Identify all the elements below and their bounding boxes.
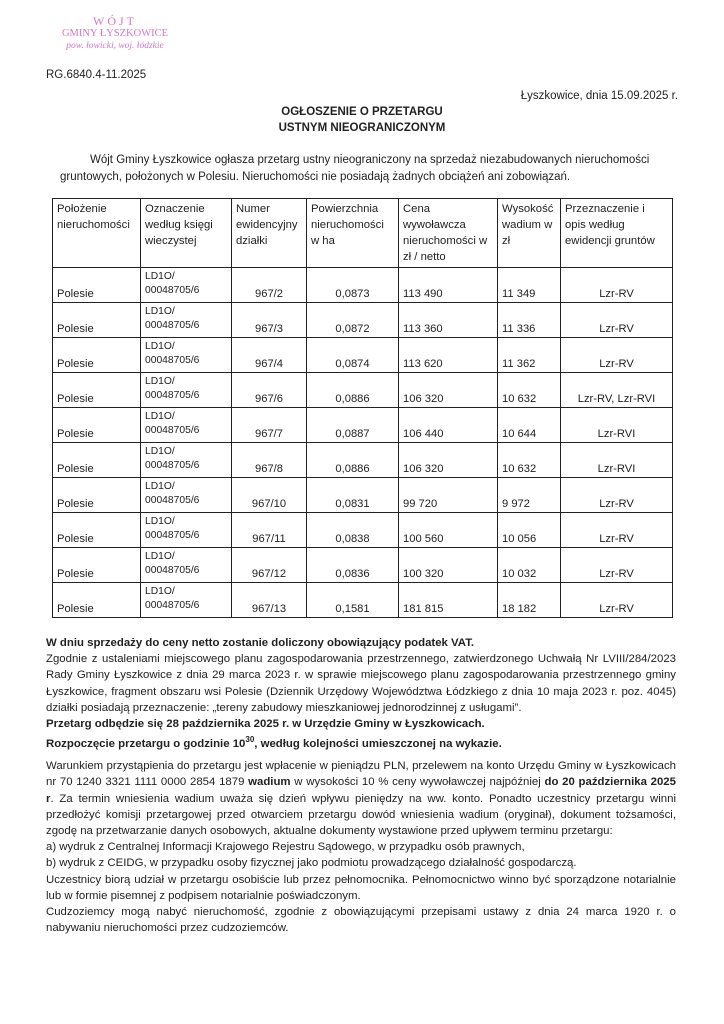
cell-land-register <box>141 268 232 303</box>
cell-location: Polesie <box>53 373 141 408</box>
cell-plot-number: 967/10 <box>232 478 307 513</box>
cell-land-register <box>141 338 232 373</box>
cell-deposit: 11 362 <box>498 338 561 373</box>
condition-text-3: . Za termin wniesienia wadium uważa się dzień wpływu pieniędzy na ww. konto. Ponadto uczestnicy przetargu winni przedłożyć komisji przetargowej przed otwarciem przetargu dowód wniesienia wadium (oryginał), dokument tożsamości, zgodę na przetwarzanie danych osobowych, aktualne dokumenty wystawione przed upływem terminu przetargu: <box>46 792 676 838</box>
cell-land-register <box>141 478 232 513</box>
intro-paragraph <box>60 152 680 186</box>
cell-land-register <box>141 513 232 548</box>
cell-purpose: Lzr-RV <box>561 513 673 548</box>
auction-date: Przetarg odbędzie się 28 października 2025 r. w Urzędzie Gminy w Łyszkowicach. <box>46 718 485 731</box>
official-stamp <box>50 14 180 52</box>
land-register-prefix: LD1O/ <box>145 551 175 562</box>
start-text: Rozpoczęcie przetargu o godzinie 10 <box>46 738 246 751</box>
deposit-word: wadium <box>248 776 291 789</box>
stamp-line-1: WÓJT <box>93 14 137 28</box>
cell-location: Polesie <box>53 548 141 583</box>
cell-purpose: Lzr-RV, Lzr-RVI <box>561 373 673 408</box>
auction-start <box>46 732 676 752</box>
cell-plot-number: 967/13 <box>232 583 307 618</box>
cell-location: Polesie <box>53 513 141 548</box>
cell-price: 100 560 <box>399 513 498 548</box>
header-land-register: Oznaczenie według księgi wieczystej <box>141 199 232 268</box>
cell-purpose: Lzr-RV <box>561 268 673 303</box>
land-register-prefix: LD1O/ <box>145 516 175 527</box>
land-register-number: 00048705/6 <box>145 530 200 541</box>
header-location: Położenie nieruchomości <box>53 199 141 268</box>
title-line-1: OGŁOSZENIE O PRZETARGU <box>281 106 443 118</box>
land-register-number: 00048705/6 <box>145 390 200 401</box>
stamp-line-2: GMINY ŁYSZKOWICE <box>61 28 169 40</box>
cell-land-register <box>141 408 232 443</box>
cell-purpose: Lzr-RV <box>561 303 673 338</box>
cell-land-register <box>141 373 232 408</box>
cell-deposit: 10 632 <box>498 443 561 478</box>
cell-area: 0,0873 <box>307 268 399 303</box>
land-register-number: 00048705/6 <box>145 285 200 296</box>
cell-area: 0,0886 <box>307 373 399 408</box>
property-table <box>52 198 673 618</box>
cell-location: Polesie <box>53 478 141 513</box>
table-row <box>53 513 673 548</box>
table-row <box>53 268 673 303</box>
land-register-prefix: LD1O/ <box>145 306 175 317</box>
title-line-2: USTNYM NIEOGRANICZONYM <box>278 122 446 134</box>
table-row <box>53 478 673 513</box>
table-row <box>53 303 673 338</box>
land-register-number: 00048705/6 <box>145 425 200 436</box>
stamp-line-3: pow. łowicki, woj. łódzkie <box>66 40 164 51</box>
table-row <box>53 373 673 408</box>
cell-land-register <box>141 303 232 338</box>
header-purpose: Przeznaczenie i opis według ewidencji gruntów <box>561 199 673 268</box>
condition-text-2: w wysokości 10 % ceny wywoławczej najpóźniej <box>290 776 545 789</box>
land-register-number: 00048705/6 <box>145 495 200 506</box>
start-minutes: 30 <box>245 735 255 745</box>
cell-area: 0,0872 <box>307 303 399 338</box>
auction-terms <box>46 635 676 936</box>
cell-area: 0,0887 <box>307 408 399 443</box>
cell-price: 113 360 <box>399 303 498 338</box>
participation-conditions <box>46 758 676 839</box>
header-plot-number: Numer ewidencyjny działki <box>232 199 307 268</box>
header-deposit: Wysokość wadium w zł <box>498 199 561 268</box>
cell-plot-number: 967/4 <box>232 338 307 373</box>
cell-purpose: Lzr-RV <box>561 478 673 513</box>
table-row <box>53 338 673 373</box>
land-register-prefix: LD1O/ <box>145 376 175 387</box>
land-register-number: 00048705/6 <box>145 460 200 471</box>
cell-price: 106 320 <box>399 373 498 408</box>
cell-plot-number: 967/7 <box>232 408 307 443</box>
cell-deposit: 11 349 <box>498 268 561 303</box>
cell-purpose: Lzr-RVI <box>561 443 673 478</box>
cell-location: Polesie <box>53 338 141 373</box>
cell-location: Polesie <box>53 303 141 338</box>
place-date: Łyszkowice, dnia 15.09.2025 r. <box>520 90 678 102</box>
cell-price: 113 620 <box>399 338 498 373</box>
land-register-number: 00048705/6 <box>145 565 200 576</box>
cell-price: 106 440 <box>399 408 498 443</box>
land-register-number: 00048705/6 <box>145 355 200 366</box>
cell-land-register <box>141 443 232 478</box>
table-row <box>53 408 673 443</box>
cell-area: 0,0831 <box>307 478 399 513</box>
cell-location: Polesie <box>53 408 141 443</box>
deposit-deadline: do 20 października 2025 r <box>46 776 676 805</box>
cell-deposit: 10 056 <box>498 513 561 548</box>
zoning-paragraph: Zgodnie z ustaleniami miejscowego planu zagospodarowania przestrzennego, zatwierdzonego Uchwałą Nr LVIII/284/2023 Rady Gminy Łyszkowice z dnia 29 marca 2023 r. w sprawie miejscowego planu zagospodarowania przestrzennego gminy Łyszkowice, fragment obszaru wsi Polesie (Dziennik Urzędowy Województwa Łódzkiego z dnia 10 maja 2023 r. poz. 4045) działki posiadają przeznaczenie: „tereny zabudowy mieszkaniowej jednorodzinnej z usługami”. <box>46 653 676 714</box>
cell-area: 0,0874 <box>307 338 399 373</box>
cell-purpose: Lzr-RV <box>561 548 673 583</box>
table-row <box>53 548 673 583</box>
proxy-paragraph: Uczestnicy biorą udział w przetargu osobiście lub przez pełnomocnika. Pełnomocnictwo winno być sporządzone notarialnie lub w formie pisemnej z podpisem notarialnie poświadczonym. <box>46 873 676 902</box>
cell-area: 0,0838 <box>307 513 399 548</box>
cell-price: 106 320 <box>399 443 498 478</box>
table-row <box>53 583 673 618</box>
cell-purpose: Lzr-RVI <box>561 408 673 443</box>
document-item-a: a) wydruk z Centralnej Informacji Krajowego Rejestru Sądowego, w przypadku osób prawnych, <box>46 841 525 854</box>
condition-text: Warunkiem przystąpienia do przetargu jest wpłacenie w pieniądzu PLN, przelewem na konto Urzędu Gminy w Łyszkowicach nr 70 1240 3321 1111 0000 2854 1879 <box>46 760 676 789</box>
cell-price: 100 320 <box>399 548 498 583</box>
document-item-b: b) wydruk z CEIDG, w przypadku osoby fizycznej jako podmiotu prowadzącego działalność gospodarczą. <box>46 857 577 870</box>
cell-plot-number: 967/8 <box>232 443 307 478</box>
cell-deposit: 11 336 <box>498 303 561 338</box>
cell-price: 99 720 <box>399 478 498 513</box>
land-register-number: 00048705/6 <box>145 320 200 331</box>
intro-text: Wójt Gminy Łyszkowice ogłasza przetarg ustny nieograniczony na sprzedaż niezabudowanych nieruchomości gruntowych, położonych w Polesiu. Nieruchomości nie posiadają żadnych obciążeń ani zobowiązań. <box>60 154 650 183</box>
cell-deposit: 10 644 <box>498 408 561 443</box>
land-register-prefix: LD1O/ <box>145 341 175 352</box>
cell-purpose: Lzr-RV <box>561 338 673 373</box>
land-register-prefix: LD1O/ <box>145 586 175 597</box>
cell-plot-number: 967/12 <box>232 548 307 583</box>
cell-price: 113 490 <box>399 268 498 303</box>
cell-plot-number: 967/11 <box>232 513 307 548</box>
foreigners-paragraph: Cudzoziemcy mogą nabyć nieruchomość, zgodnie z obowiązującymi przepisami ustawy z dnia 24 marca 1920 r. o nabywaniu nieruchomości przez cudzoziemców. <box>46 906 676 935</box>
cell-location: Polesie <box>53 268 141 303</box>
land-register-prefix: LD1O/ <box>145 481 175 492</box>
table-header-row <box>53 199 673 268</box>
cell-deposit: 18 182 <box>498 583 561 618</box>
vat-notice: W dniu sprzedaży do ceny netto zostanie doliczony obowiązujący podatek VAT. <box>46 637 475 649</box>
cell-plot-number: 967/2 <box>232 268 307 303</box>
cell-land-register <box>141 548 232 583</box>
cell-purpose: Lzr-RV <box>561 583 673 618</box>
header-price: Cena wywoławcza nieruchomości w zł / netto <box>399 199 498 268</box>
cell-area: 0,0886 <box>307 443 399 478</box>
cell-area: 0,1581 <box>307 583 399 618</box>
land-register-number: 00048705/6 <box>145 600 200 611</box>
cell-area: 0,0836 <box>307 548 399 583</box>
table-row <box>53 443 673 478</box>
cell-deposit: 10 632 <box>498 373 561 408</box>
cell-land-register <box>141 583 232 618</box>
land-register-prefix: LD1O/ <box>145 411 175 422</box>
cell-deposit: 9 972 <box>498 478 561 513</box>
cell-location: Polesie <box>53 443 141 478</box>
cell-location: Polesie <box>53 583 141 618</box>
cell-plot-number: 967/3 <box>232 303 307 338</box>
cell-price: 181 815 <box>399 583 498 618</box>
land-register-prefix: LD1O/ <box>145 446 175 457</box>
start-text-end: , według kolejności umieszczonej na wykazie. <box>254 738 502 751</box>
document-title <box>0 104 724 136</box>
cell-plot-number: 967/6 <box>232 373 307 408</box>
reference-number: RG.6840.4-11.2025 <box>46 69 147 81</box>
cell-deposit: 10 032 <box>498 548 561 583</box>
header-area: Powierzchnia nieruchomości w ha <box>307 199 399 268</box>
land-register-prefix: LD1O/ <box>145 271 175 282</box>
